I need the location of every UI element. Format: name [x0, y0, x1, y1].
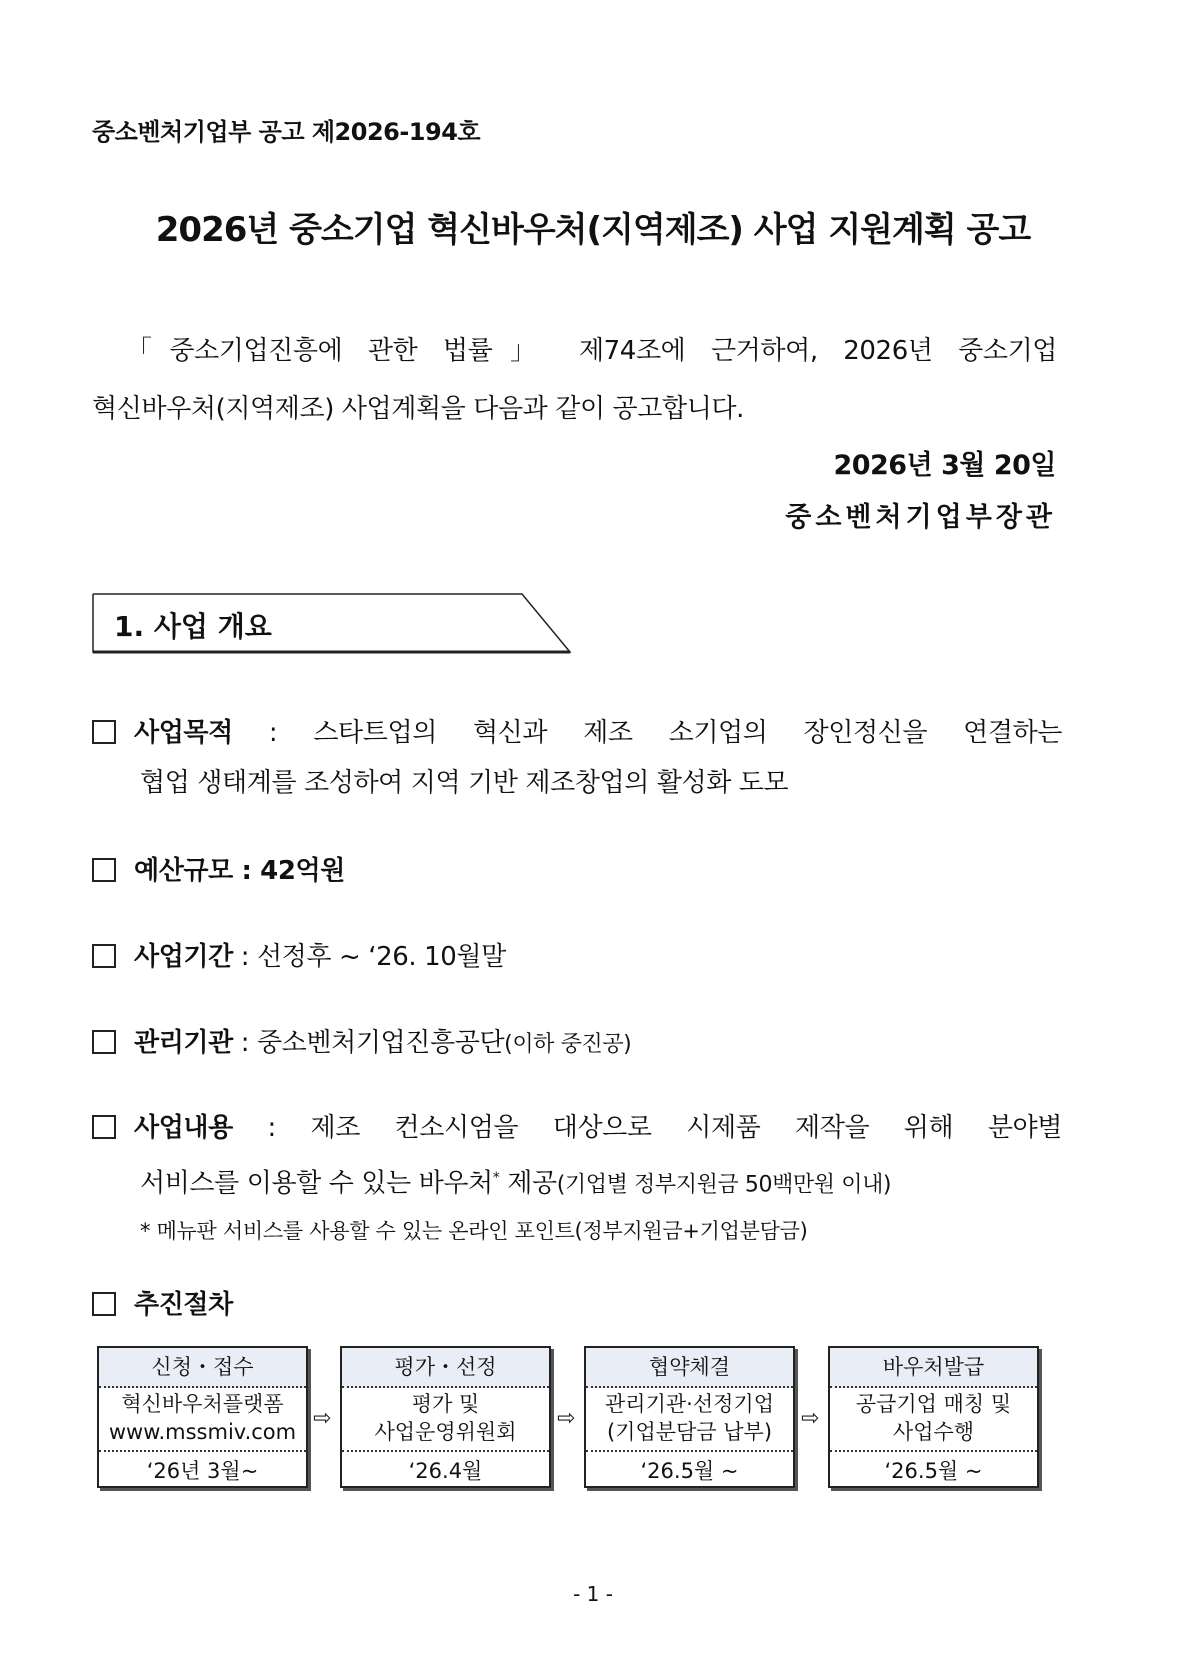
item-text-continued: 협업 생태계를 조성하여 지역 기반 제조창업의 활성화 도모: [140, 768, 789, 798]
flow-step-line: 사업수행: [892, 1420, 975, 1444]
arrow-right-icon: ⇨: [801, 1406, 820, 1431]
item-procedure: [92, 1280, 1062, 1330]
item-separator: :: [232, 942, 257, 972]
item-text: 중소벤처기업진흥공단: [256, 1028, 505, 1058]
item-period: [92, 932, 1062, 982]
section-header: [92, 592, 572, 654]
item-text: 선정후 ~ ‘26. 10월말: [256, 942, 506, 972]
item-label: 추진절차: [134, 1290, 233, 1320]
section-title: 1. 사업 개요: [114, 610, 272, 643]
checkbox-icon: [92, 1115, 116, 1139]
flow-step-title: 바우처발급: [830, 1348, 1037, 1388]
item-note: (기업별 정부지원금 50백만원 이내): [556, 1172, 892, 1198]
checkbox-icon: [92, 720, 116, 744]
item-content: [92, 1103, 1062, 1211]
flow-step-title: 평가・선정: [342, 1348, 549, 1388]
item-label: 사업기간: [134, 942, 233, 972]
flow-step-title: 신청・접수: [99, 1348, 306, 1388]
flow-step-line: (기업분담금 납부): [606, 1420, 773, 1444]
flow-step-date: ‘26.4월: [408, 1459, 483, 1483]
intro-line-2: 혁신바우처(지역제조) 사업계획을 다음과 같이 공고합니다.: [92, 394, 744, 424]
item-label: 관리기관: [134, 1028, 233, 1058]
item-label: 사업내용: [134, 1113, 233, 1143]
item-text-continued: [92, 1153, 1062, 1211]
announcing-authority: 중소벤처기업부장관: [785, 502, 1056, 533]
flow-step-body: [830, 1388, 1037, 1452]
announcement-date: 2026년 3월 20일: [833, 450, 1056, 481]
notice-number: 중소벤처기업부 공고 제2026-194호: [92, 118, 481, 146]
checkbox-icon: [92, 1030, 116, 1054]
item-text: 제조 컨소시엄을 대상으로 시제품 제작을 위해 분야별: [310, 1113, 1062, 1143]
flow-step-line: 사업운영위원회: [374, 1420, 517, 1444]
flow-step-line: 관리기관·선정기업: [605, 1392, 774, 1416]
item-purpose: [92, 708, 1062, 808]
flow-step-3: [584, 1346, 795, 1488]
intro-line-1: 「중소기업진흥에 관한 법률」 제74조에 근거하여, 2026년 중소기업: [126, 336, 1057, 366]
page-title: 2026년 중소기업 혁신바우처(지역제조) 사업 지원계획 공고: [155, 210, 1031, 250]
checkbox-icon: [92, 944, 116, 968]
item-note: (이하 중진공): [504, 1032, 632, 1057]
item-budget: [92, 846, 1062, 896]
checkbox-icon: [92, 1292, 116, 1316]
flow-step-body: [586, 1388, 793, 1452]
footnote-marker: *: [492, 1170, 500, 1186]
flow-step-date: ‘26.5월 ~: [640, 1459, 739, 1483]
item-agency: [92, 1018, 1062, 1070]
flow-step-2: [340, 1346, 551, 1488]
flow-step-line: www.mssmiv.com: [108, 1420, 297, 1444]
flow-step-4: [828, 1346, 1039, 1488]
item-label: 사업목적: [134, 718, 233, 748]
flow-step-date: ‘26년 3월~: [146, 1459, 259, 1483]
flow-step-title: 협약체결: [586, 1348, 793, 1388]
checkbox-icon: [92, 858, 116, 882]
item-separator: :: [232, 1028, 257, 1058]
item-separator: :: [232, 718, 314, 748]
flow-step-line: 평가 및: [411, 1392, 480, 1416]
arrow-right-icon: ⇨: [557, 1406, 576, 1431]
item-label: 예산규모 : 42억원: [134, 856, 345, 886]
item-separator: :: [232, 1113, 311, 1143]
item-text-part: 서비스를 이용할 수 있는 바우처: [140, 1168, 493, 1199]
page-number: - 1 -: [573, 1582, 613, 1606]
item-text: 스타트업의 혁신과 제조 소기업의 장인정신을 연결하는: [313, 718, 1063, 748]
flow-step-line: 혁신바우처플랫폼: [121, 1392, 284, 1416]
flow-step-date: ‘26.5월 ~: [884, 1459, 983, 1483]
flow-step-body: [342, 1388, 549, 1452]
arrow-right-icon: ⇨: [313, 1406, 332, 1431]
flow-step-1: [97, 1346, 308, 1488]
flow-step-line: 공급기업 매칭 및: [855, 1392, 1012, 1416]
item-text-part: 제공: [499, 1168, 557, 1199]
intro-paragraph: [92, 322, 1057, 438]
footnote: * 메뉴판 서비스를 사용할 수 있는 온라인 포인트(정부지원금+기업분담금): [140, 1219, 808, 1243]
flow-step-body: [99, 1388, 306, 1452]
